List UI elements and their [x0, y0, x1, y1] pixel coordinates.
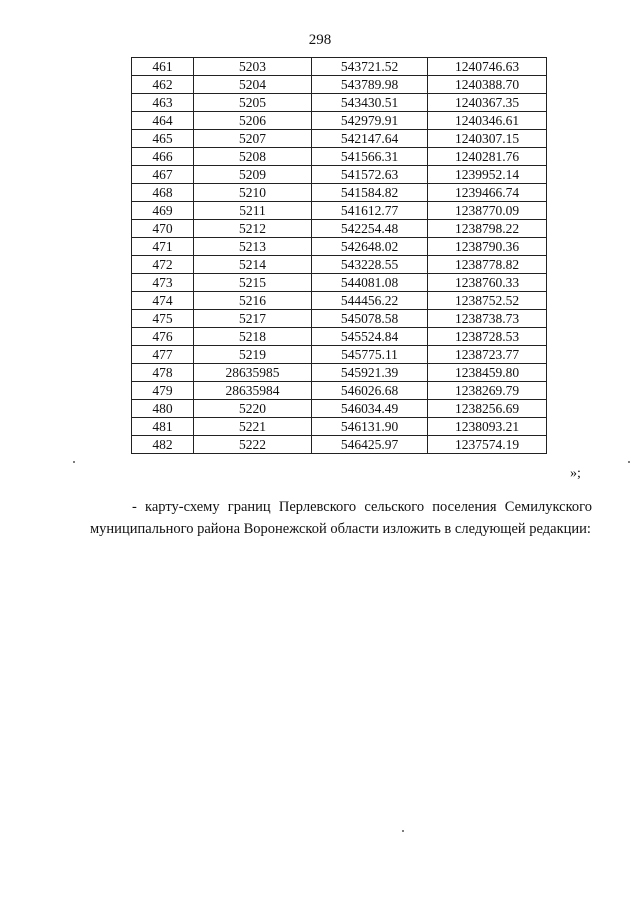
point-number-cell: 461	[132, 58, 194, 76]
coord-x-cell: 543430.51	[312, 94, 428, 112]
table-row	[132, 76, 547, 94]
point-number-cell: 470	[132, 220, 194, 238]
point-id-cell: 28635984	[194, 382, 312, 400]
coord-x-cell: 546026.68	[312, 382, 428, 400]
coord-x-cell: 544081.08	[312, 274, 428, 292]
coord-y-cell: 1238093.21	[428, 418, 547, 436]
table-row	[132, 436, 547, 454]
point-id-cell: 5207	[194, 130, 312, 148]
point-id-cell: 5215	[194, 274, 312, 292]
point-number-cell: 472	[132, 256, 194, 274]
table-row	[132, 148, 547, 166]
point-number-cell: 473	[132, 274, 194, 292]
table-row	[132, 364, 547, 382]
point-number-cell: 468	[132, 184, 194, 202]
table-row	[132, 112, 547, 130]
coord-x-cell: 541612.77	[312, 202, 428, 220]
coord-y-cell: 1238738.73	[428, 310, 547, 328]
coord-y-cell: 1240307.15	[428, 130, 547, 148]
point-id-cell: 5221	[194, 418, 312, 436]
point-number-cell: 467	[132, 166, 194, 184]
coord-y-cell: 1238723.77	[428, 346, 547, 364]
closing-quote-mark: »;	[570, 466, 581, 481]
point-id-cell: 5206	[194, 112, 312, 130]
table-row	[132, 238, 547, 256]
table-row	[132, 256, 547, 274]
coord-y-cell: 1238269.79	[428, 382, 547, 400]
coord-x-cell: 541572.63	[312, 166, 428, 184]
coord-y-cell: 1239952.14	[428, 166, 547, 184]
coord-x-cell: 542254.48	[312, 220, 428, 238]
body-paragraph: - карту-схему границ Перлевского сельского поселения Семилукского муниципального района Воронежской области изложить в следующей редакции:	[90, 499, 592, 537]
table-row	[132, 184, 547, 202]
point-number-cell: 463	[132, 94, 194, 112]
coord-x-cell: 542648.02	[312, 238, 428, 256]
point-number-cell: 474	[132, 292, 194, 310]
table-row	[132, 400, 547, 418]
scan-speck	[402, 830, 404, 832]
coord-y-cell: 1238256.69	[428, 400, 547, 418]
point-number-cell: 482	[132, 436, 194, 454]
coord-x-cell: 545921.39	[312, 364, 428, 382]
point-number-cell: 462	[132, 76, 194, 94]
point-id-cell: 5212	[194, 220, 312, 238]
point-id-cell: 5214	[194, 256, 312, 274]
coord-x-cell: 541566.31	[312, 148, 428, 166]
coord-y-cell: 1237574.19	[428, 436, 547, 454]
coord-x-cell: 543789.98	[312, 76, 428, 94]
point-id-cell: 5204	[194, 76, 312, 94]
coord-y-cell: 1238790.36	[428, 238, 547, 256]
point-number-cell: 481	[132, 418, 194, 436]
coord-y-cell: 1238728.53	[428, 328, 547, 346]
page-number: 298	[308, 32, 332, 48]
point-id-cell: 28635985	[194, 364, 312, 382]
table-row	[132, 310, 547, 328]
point-id-cell: 5217	[194, 310, 312, 328]
coord-x-cell: 543721.52	[312, 58, 428, 76]
coord-x-cell: 543228.55	[312, 256, 428, 274]
point-number-cell: 478	[132, 364, 194, 382]
coord-x-cell: 542979.91	[312, 112, 428, 130]
coord-x-cell: 545078.58	[312, 310, 428, 328]
coord-y-cell: 1240388.70	[428, 76, 547, 94]
point-id-cell: 5205	[194, 94, 312, 112]
table-row	[132, 292, 547, 310]
point-id-cell: 5218	[194, 328, 312, 346]
table-row	[132, 418, 547, 436]
point-number-cell: 477	[132, 346, 194, 364]
coord-y-cell: 1238760.33	[428, 274, 547, 292]
point-id-cell: 5213	[194, 238, 312, 256]
point-number-cell: 471	[132, 238, 194, 256]
table-row	[132, 382, 547, 400]
coord-y-cell: 1240367.35	[428, 94, 547, 112]
coord-x-cell: 545775.11	[312, 346, 428, 364]
coord-y-cell: 1240746.63	[428, 58, 547, 76]
point-number-cell: 464	[132, 112, 194, 130]
coord-y-cell: 1238778.82	[428, 256, 547, 274]
table-row	[132, 202, 547, 220]
table-row	[132, 328, 547, 346]
table-row	[132, 166, 547, 184]
coord-x-cell: 546425.97	[312, 436, 428, 454]
coord-x-cell: 546034.49	[312, 400, 428, 418]
scan-speck	[73, 461, 75, 463]
scan-speck	[628, 461, 630, 463]
point-id-cell: 5208	[194, 148, 312, 166]
point-id-cell: 5203	[194, 58, 312, 76]
point-id-cell: 5209	[194, 166, 312, 184]
point-number-cell: 466	[132, 148, 194, 166]
point-number-cell: 479	[132, 382, 194, 400]
point-number-cell: 476	[132, 328, 194, 346]
coordinates-table	[131, 57, 547, 454]
coord-x-cell: 545524.84	[312, 328, 428, 346]
point-id-cell: 5210	[194, 184, 312, 202]
table-row	[132, 94, 547, 112]
coord-x-cell: 542147.64	[312, 130, 428, 148]
coord-x-cell: 541584.82	[312, 184, 428, 202]
table-row	[132, 58, 547, 76]
point-number-cell: 469	[132, 202, 194, 220]
coord-y-cell: 1240281.76	[428, 148, 547, 166]
coord-y-cell: 1238752.52	[428, 292, 547, 310]
table-row	[132, 274, 547, 292]
point-id-cell: 5222	[194, 436, 312, 454]
point-number-cell: 480	[132, 400, 194, 418]
coord-y-cell: 1240346.61	[428, 112, 547, 130]
coord-y-cell: 1238770.09	[428, 202, 547, 220]
coord-y-cell: 1239466.74	[428, 184, 547, 202]
table-body	[132, 58, 547, 454]
table-row	[132, 346, 547, 364]
point-id-cell: 5219	[194, 346, 312, 364]
point-id-cell: 5216	[194, 292, 312, 310]
coord-y-cell: 1238459.80	[428, 364, 547, 382]
point-id-cell: 5220	[194, 400, 312, 418]
table-row	[132, 220, 547, 238]
coord-x-cell: 546131.90	[312, 418, 428, 436]
coord-x-cell: 544456.22	[312, 292, 428, 310]
point-number-cell: 465	[132, 130, 194, 148]
table-row	[132, 130, 547, 148]
coord-y-cell: 1238798.22	[428, 220, 547, 238]
point-number-cell: 475	[132, 310, 194, 328]
point-id-cell: 5211	[194, 202, 312, 220]
